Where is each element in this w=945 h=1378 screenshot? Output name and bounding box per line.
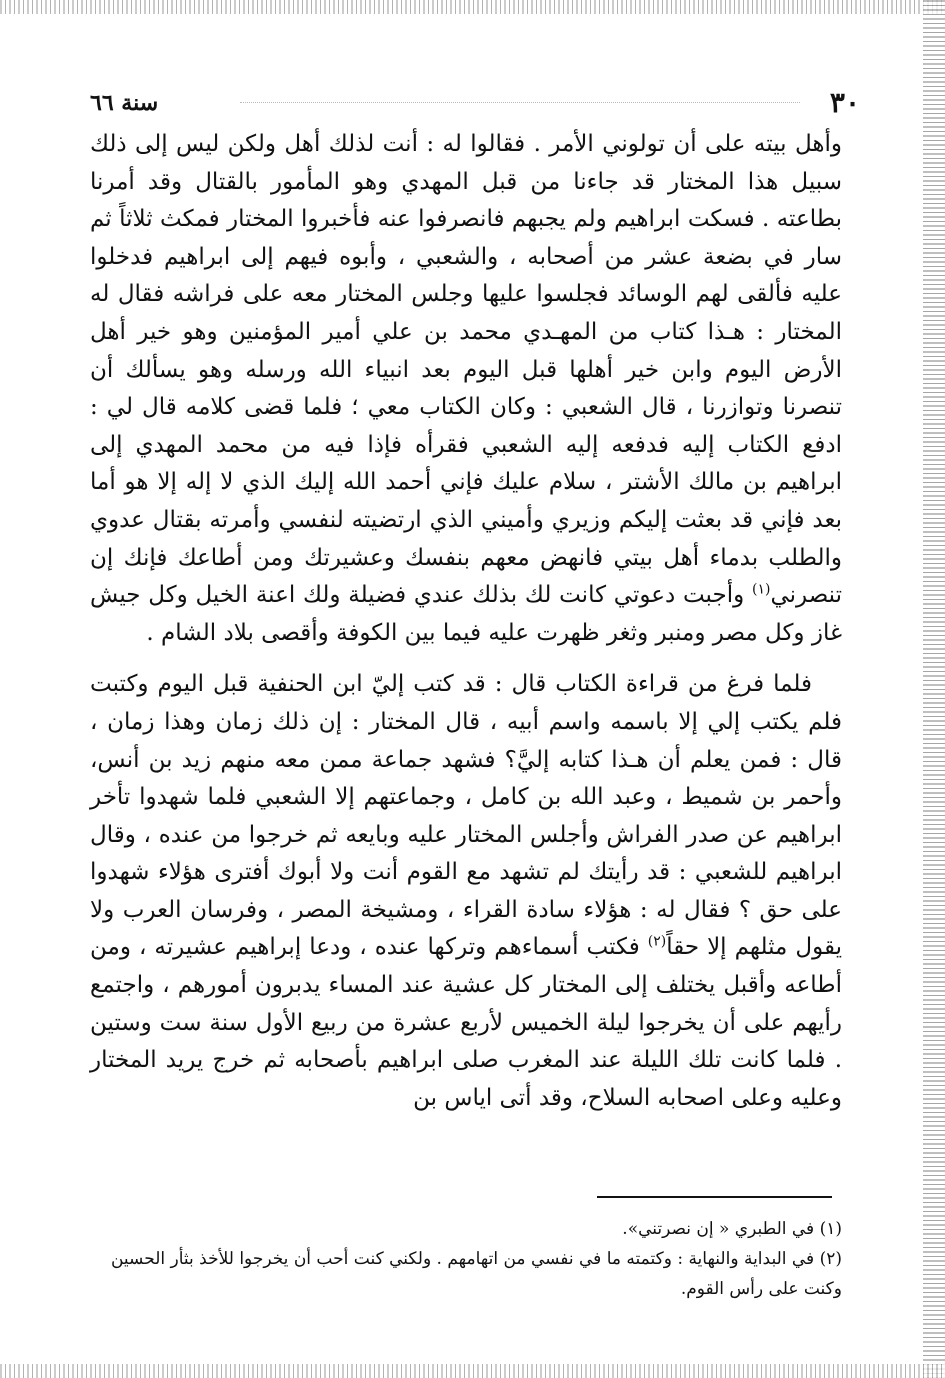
footnote-ref-2: (٢)	[647, 933, 667, 950]
decorative-border-bottom	[0, 1364, 945, 1378]
paragraph-2-text-cont: فكتب أسماءهم وتركها عنده ، ودعا إبراهيم عشيرته ، ومن أطاعه وأقبل يختلف إلى المختار كل عشية عند المساء يدبرون أمورهم ، واجتمع رأيهم على أن يخرجوا ليلة الخميس لأربع عشرة من ربيع الأول سنة ست وستين . فلما كانت تلك الليلة عند المغرب صلى ابراهيم بأصحابه ثم خرج يريد المختار وعليه وعلى اصحابه السلاح، وقد أتى اياس بن	[90, 934, 843, 1111]
footnote-1: (١) في الطبري « إن نصرتني».	[622, 1219, 842, 1239]
decorative-border-top	[0, 0, 945, 14]
page-number: ٣٠	[829, 86, 860, 119]
running-head: سنة ٦٦	[90, 90, 159, 116]
paragraph-1-text: وأهل بيته على أن تولوني الأمر . فقالوا له : أنت لذلك أهل ولكن ليس إلى ذلك سبيل هذا المختار قد جاءنا من قبل المهدي وهو المأمور بالقتال وقد أمرنا بطاعته . فسكت ابراهيم ولم يجبهم فانصرفوا عنه فأخبروا المختار فمكث ثلاثاً ثم سار في بضعة عشر من أصحابه ، والشعبي ، وأبوه فيهم إلى ابراهيم فدخلوا عليه فألقى لهم الوسائد فجلسوا عليها وجلس المختار معه على فراشه فقال له المختار : هـذا كتاب من المهـدي محمد بن علي أمير المؤمنين وهو خير أهل الأرض اليوم وابن خير أهلها قبل اليوم بعد انبياء الله ورسله وهو يسألك أن تنصرنا وتوازرنا ، قال الشعبي : وكان الكتاب معي ؛ فلما قضى كلامه قال لي : ادفع الكتاب إليه فدفعه إليه الشعبي فقرأه فإذا فيه من محمد المهدي إلى ابراهيم بن مالك الأشتر ، سلام عليك فإني أحمد الله إليك الذي لا إله إلا هو أما بعد فإني قد بعثت إليكم وزيري وأميني الذي ارتضيته لنفسي وأمرته بقتال عدوي والطلب بدماء أهل بيتي فانهض معهم بنفسك وعشيرتك ومن أطاعك فإنك إن تنصرني	[90, 131, 842, 609]
paragraph-1	[90, 126, 842, 652]
page-header	[90, 86, 860, 126]
footnote-rule	[597, 1196, 832, 1198]
paragraph-2-text: فلما فرغ من قراءة الكتاب قال : قد كتب إليّ ابن الحنفية قبل اليوم وكتبت فلم يكتب إلي إلا باسمه واسم أبيه ، قال المختار : إن ذلك زمان وهذا زمان ، قال : فمن يعلم أن هـذا كتابه إليَّ؟ فشهد جماعة ممن معه منهم زيد بن أنس، وأحمر بن شميط ، وعبد الله بن كامل ، وجماعتهم إلا الشعبي فلما شهدوا تأخر ابراهيم عن صدر الفراش وأجلس المختار عليه وبايعه ثم خرجوا من عنده ، وقال ابراهيم للشعبي : قد رأيتك لم تشهد مع القوم أنت ولا أبوك أفترى هؤلاء شهدوا على حق ؟ فقال له : هؤلاء سادة القراء ، ومشيخة المصر ، وفرسان العرب ولا يقول مثلهم إلا حقاً	[90, 671, 842, 961]
paragraph-1-text-cont: وأجبت دعوتي كانت لك بذلك عندي فضيلة ولك اعنة الخيل وكل جيش غاز وكل مصر ومنبر وثغر ظهرت عليه فيما بين الكوفة وأقصى بلاد الشام .	[90, 582, 842, 646]
main-text	[90, 126, 842, 1117]
paragraph-2	[90, 666, 842, 1117]
decorative-border-right	[923, 0, 945, 1378]
footnotes	[90, 1214, 842, 1304]
header-rule	[240, 102, 800, 103]
footnote-2: (٢) في البداية والنهاية : وكتمته ما في نفسي من اتهامهم . ولكني كنت أحب أن يخرجوا للأخذ بثأر الحسين وكنت على رأس القوم.	[110, 1249, 842, 1299]
footnote-ref-1: (١)	[751, 581, 771, 598]
